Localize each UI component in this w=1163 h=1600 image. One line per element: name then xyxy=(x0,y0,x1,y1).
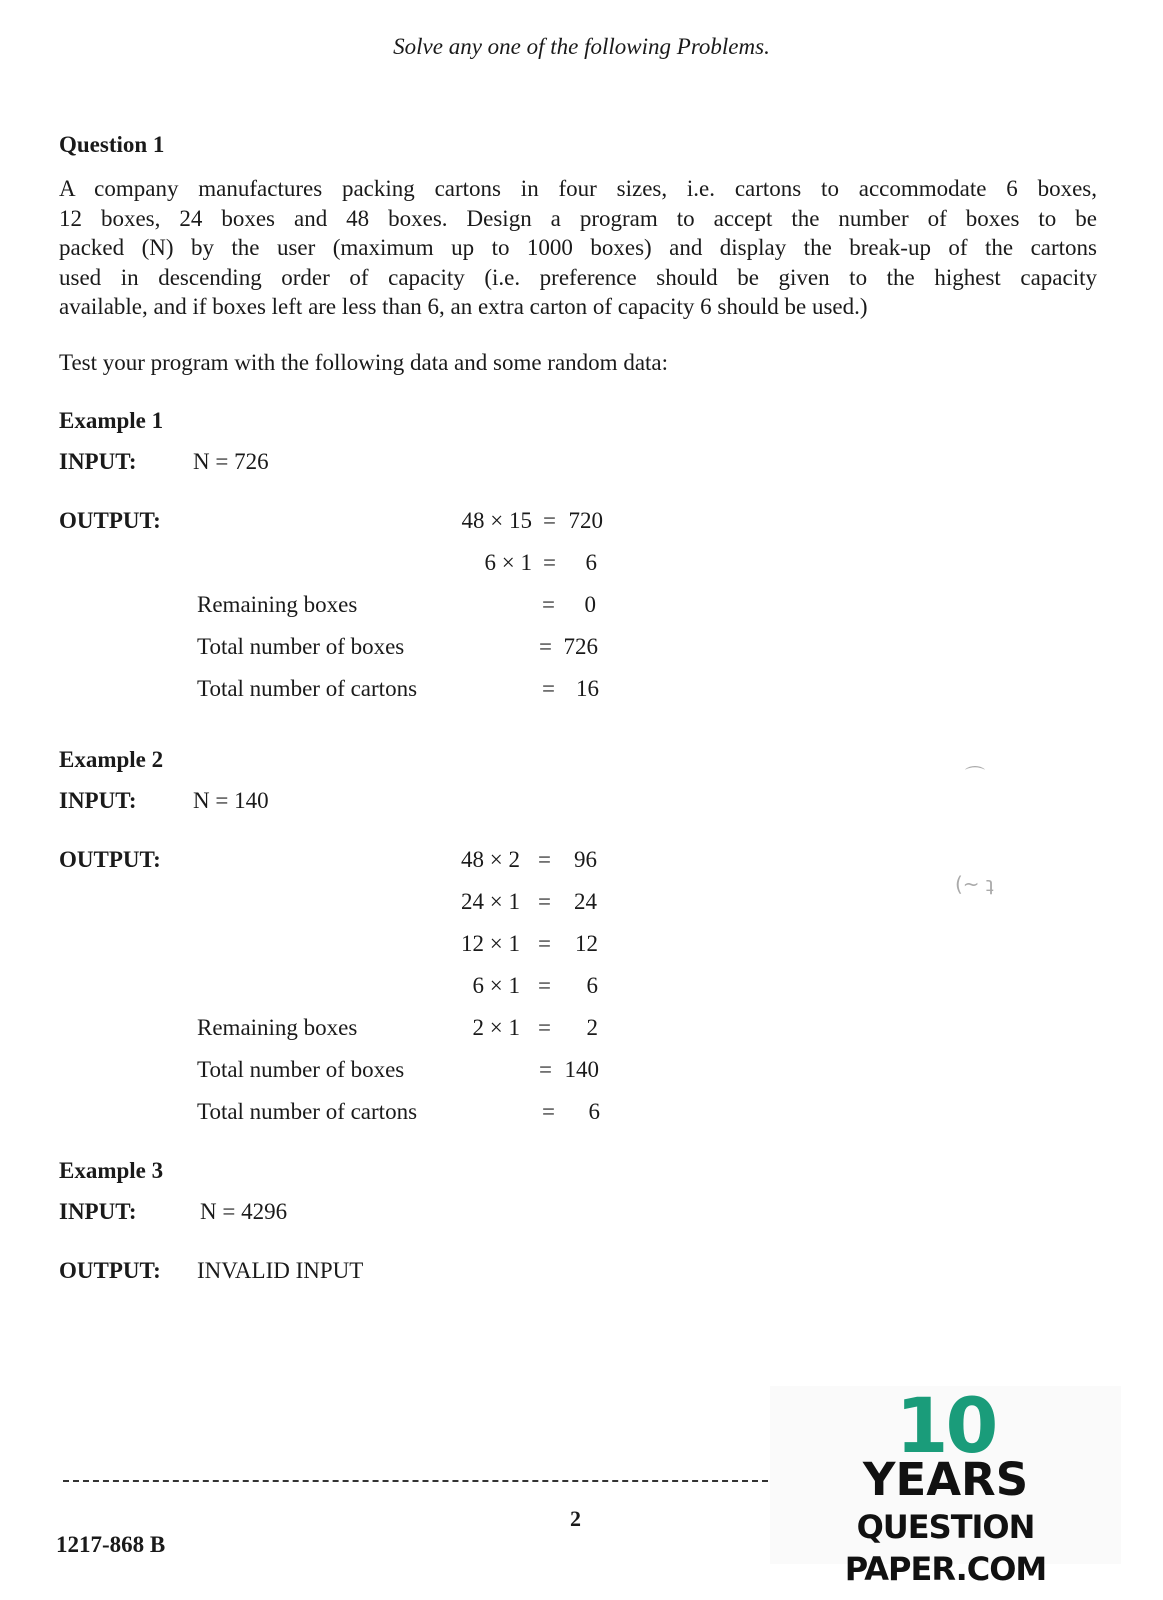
example3-input-value: N = 4296 xyxy=(200,1199,288,1224)
example2-total-boxes-eq: = xyxy=(539,1057,552,1082)
example2-row5-lhs: 2 × 1 xyxy=(472,1015,520,1040)
example2-total-cartons-label: Total number of cartons xyxy=(197,1099,418,1124)
example2-total-cartons-val: 6 xyxy=(588,1099,600,1124)
example2-row4-eq: = xyxy=(538,973,551,998)
example3-output-value: INVALID INPUT xyxy=(197,1258,364,1283)
example1-heading: Example 1 xyxy=(59,408,164,433)
question-line: packed (N) by the user (maximum up to 1000 boxes) and display the break-up of the cartons xyxy=(59,235,1097,260)
question-line: A company manufactures packing cartons in four sizes, i.e. cartons to accommodate 6 boxes, xyxy=(59,176,1097,201)
paper-code: 1217-868 B xyxy=(56,1532,166,1557)
example2-heading: Example 2 xyxy=(59,747,164,772)
example2-row4-lhs: 6 × 1 xyxy=(472,973,520,998)
question-paragraph xyxy=(59,174,1097,322)
example2-total-boxes-label: Total number of boxes xyxy=(197,1057,405,1082)
watermark-years: YEARS xyxy=(862,1453,1029,1506)
pencil-mark: (~ ʇ xyxy=(955,872,994,896)
example3-heading: Example 3 xyxy=(59,1158,164,1183)
example1-row1-lhs: 48 × 15 xyxy=(461,508,532,533)
example1-input-label: INPUT: xyxy=(59,449,137,474)
footer-divider xyxy=(63,1480,768,1482)
watermark-logo xyxy=(770,1381,1121,1588)
watermark-number: 10 xyxy=(895,1381,996,1470)
question-line: available, and if boxes left are less than 6, an extra carton of capacity 6 should be used.) xyxy=(59,294,868,319)
pencil-mark: ⌒ xyxy=(965,764,985,788)
example1-row1-val: 720 xyxy=(568,508,603,533)
example2-row1-eq: = xyxy=(538,847,551,872)
example2-row5-val: 2 xyxy=(586,1015,598,1040)
question-line: used in descending order of capacity (i.e. preference should be given to the highest capacity xyxy=(59,264,1097,290)
question-line: 12 boxes, 24 boxes and 48 boxes. Design a program to accept the number of boxes to be xyxy=(59,205,1097,231)
example1-total-boxes-val: 726 xyxy=(563,634,598,659)
example1-remaining-label: Remaining boxes xyxy=(197,592,358,617)
example1-total-cartons-label: Total number of cartons xyxy=(197,676,418,701)
example2-row1-val: 96 xyxy=(574,847,597,872)
example2-input-value: N = 140 xyxy=(193,788,269,813)
example2-row3-eq: = xyxy=(538,931,551,956)
example2-total-cartons-eq: = xyxy=(542,1099,555,1124)
example1-total-boxes-label: Total number of boxes xyxy=(197,634,405,659)
example1-row2-val: 6 xyxy=(585,550,597,575)
example2-remaining-label: Remaining boxes xyxy=(197,1015,358,1040)
example2-row2-eq: = xyxy=(538,889,551,914)
example3-input-label: INPUT: xyxy=(59,1199,137,1224)
example1-row2-eq: = xyxy=(543,550,556,575)
example1-row2-lhs: 6 × 1 xyxy=(484,550,532,575)
example2-input-label: INPUT: xyxy=(59,788,137,813)
example1-input-value: N = 726 xyxy=(193,449,269,474)
example1-remaining-val: 0 xyxy=(584,592,596,617)
example2-row4-val: 6 xyxy=(586,973,598,998)
instruction-text: Solve any one of the following Problems. xyxy=(393,34,770,59)
example1-total-boxes-eq: = xyxy=(539,634,552,659)
example1-row1-eq: = xyxy=(543,508,556,533)
example2-row3-lhs: 12 × 1 xyxy=(461,931,520,956)
page-number: 2 xyxy=(570,1506,581,1531)
example1-remaining-eq: = xyxy=(542,592,555,617)
example2-row2-lhs: 24 × 1 xyxy=(461,889,520,914)
example1-output-label: OUTPUT: xyxy=(59,508,161,533)
example2-row5-eq: = xyxy=(538,1015,551,1040)
example2-output-label: OUTPUT: xyxy=(59,847,161,872)
example2-total-boxes-val: 140 xyxy=(564,1057,599,1082)
example2-row3-val: 12 xyxy=(575,931,598,956)
example2-row1-lhs: 48 × 2 xyxy=(461,847,520,872)
watermark-site: QUESTION PAPER.COM xyxy=(844,1508,1047,1588)
example1-total-cartons-val: 16 xyxy=(576,676,599,701)
example1-total-cartons-eq: = xyxy=(542,676,555,701)
example3-output-label: OUTPUT: xyxy=(59,1258,161,1283)
example2-row2-val: 24 xyxy=(574,889,597,914)
test-instruction: Test your program with the following data and some random data: xyxy=(59,350,669,375)
question-heading: Question 1 xyxy=(59,132,165,157)
